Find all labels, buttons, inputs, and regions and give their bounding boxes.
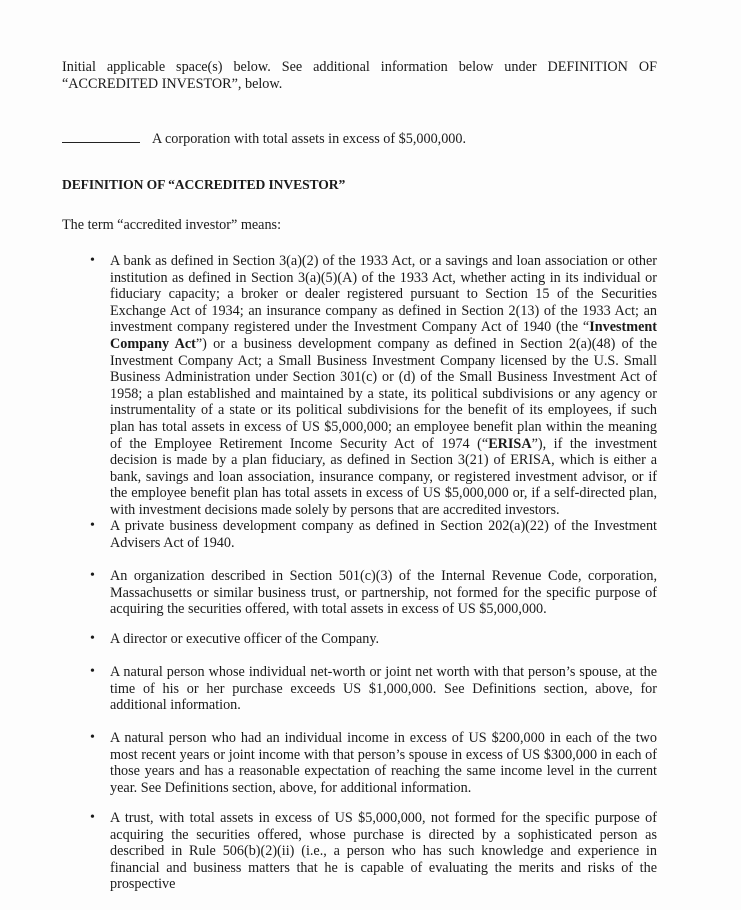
list-item-text — [110, 253, 657, 519]
list-item-text: A director or executive officer of the Company. — [110, 631, 380, 647]
list-item-text: A natural person who had an individual income in excess of US $200,000 in each of the two most recent years or joint income with that person’s spouse in excess of US $300,000 in each of those years and has a reasonable expectation of reaching the same income level in the current year. See Definitions section, above, for additional information. — [110, 730, 657, 796]
bullet-dot-icon: • — [90, 631, 95, 646]
list-item-text: A trust, with total assets in excess of US $5,000,000, not formed for the specific purpose of acquiring the securities offered, whose purchase is directed by a sophisticated person as described in Rule 506(b)(2)(ii) (i.e., a person who has such knowledge and experience in financial and business matters that he is capable of evaluating the merits and risks of the prospective — [110, 810, 657, 893]
corporation-option-label: A corporation with total assets in excess of $5,000,000. — [152, 131, 467, 147]
list-item-text: A private business development company as defined in Section 202(a)(22) of the Investment Advisers Act of 1940. — [110, 518, 657, 551]
list-item-text: A natural person whose individual net-worth or joint net worth with that person’s spouse, at the time of his or her purchase exceeds US $1,000,000. See Definitions section, above, for additional information. — [110, 664, 657, 714]
list-item-text-part: ”) or a business development company as defined in Section 2(a)(48) of the Investment Company Act; a Small Business Investment Company licensed by the U.S. Small Business Administration under Section 301(c) or (d) of the Small Business Investment Act of 1958; a plan established and maintained by a state, its political subdivisions or any agency or instrumentality of a state or its political subdivisions for the benefit of its employees, if such plan has total assets in excess of US $5,000,000; an employee benefit plan within the meaning of the Employee Retirement Income Security Act of 1974 (“ — [110, 335, 657, 452]
term-intro: The term “accredited investor” means: — [62, 217, 282, 233]
defined-term: Investment Company Act — [110, 319, 657, 352]
bullet-dot-icon: • — [90, 810, 95, 825]
section-heading: DEFINITION OF “ACCREDITED INVESTOR” — [62, 177, 346, 192]
list-item-text: An organization described in Section 501(c)(3) of the Internal Revenue Code, corporation, Massachusetts or similar business trust, or partnership, not formed for the specific purpose of acquiring the securities offered, with total assets in excess of US $5,000,000. — [110, 568, 657, 618]
list-item-text-part: ”), if the investment decision is made by a plan fiduciary, as defined in Section 3(21) of ERISA, which is either a bank, savings and loan association, insurance company, or registered investment advisor, or if the employee benefit plan has total assets in excess of US $5,000,000 or, if a self-directed plan, with investment decisions made solely by persons that are accredited investors. — [110, 435, 657, 518]
list-item-text-part: A bank as defined in Section 3(a)(2) of the 1933 Act, or a savings and loan association or other institution as defined in Section 3(a)(5)(A) of the 1933 Act, whether acting in its individual or fiduciary capacity; a broker or dealer registered pursuant to Section 15 of the Securities Exchange Act of 1934; an insurance company as defined in Section 2(13) of the 1933 Act; an investment company registered under the Investment Company Act of 1940 (the “ — [110, 253, 657, 336]
bullet-dot-icon: • — [90, 253, 95, 268]
intro-paragraph: Initial applicable space(s) below. See additional information below under DEFINITION OF “ACCREDITED INVESTOR”, below. — [62, 59, 657, 92]
bullet-dot-icon: • — [90, 730, 95, 745]
initial-blank-field[interactable] — [62, 129, 140, 143]
bullet-dot-icon: • — [90, 518, 95, 533]
corporation-option-row — [62, 129, 657, 148]
bullet-dot-icon: • — [90, 664, 95, 679]
defined-term: ERISA — [488, 435, 532, 452]
bullet-dot-icon: • — [90, 568, 95, 583]
